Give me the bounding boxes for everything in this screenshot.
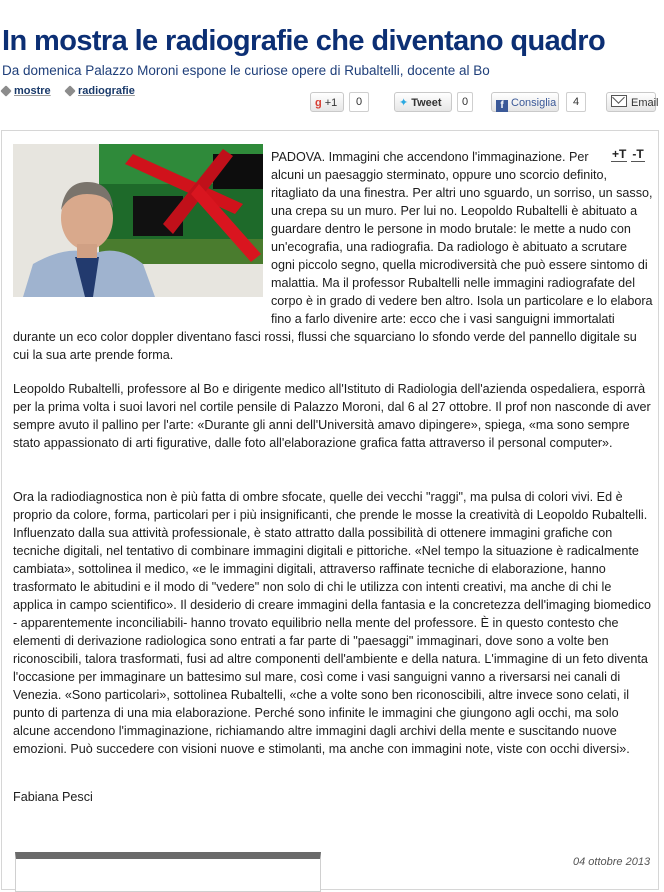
envelope-icon [611,95,627,107]
paragraph-text: Leopoldo Rubaltelli, professore al Bo e dirigente medico all'Istituto di Radiologia dell'azienda ospedaliera, esporrà per la prima volta i suoi lavori nel cortile pensile di Palazzo Moroni, dal 6 al 27 ottobre. Il prof non nasconde di aver sempre avuto il pallino per l'arte: «Durante gli anni dell'Università amavo dipingere», spiega, «ma sono sempre stato appassionato di arti figurative, dalle foto all'elaborazione grafica fatta attraverso il personal computer». [13,382,651,450]
article-subtitle: Da domenica Palazzo Moroni espone le curiose opere di Rubaltelli, docente al Bo [2,63,490,78]
article-body [1,130,659,890]
increase-font-button[interactable]: +T [612,147,627,161]
tag-link-radiografie[interactable]: radiografie [66,85,135,97]
paragraph-first [13,148,653,364]
email-button[interactable]: Email [606,92,656,112]
facebook-recommend-button[interactable]: f Consiglia [491,92,559,112]
facebook-count: 4 [566,92,586,112]
social-share-bar [0,92,664,114]
tweet-button[interactable]: ✦ Tweet [394,92,452,112]
twitter-bird-icon: ✦ [399,97,409,109]
paragraph-text: Ora la radiodiagnostica non è più fatta di ombre sfocate, quelle dei vecchi "raggi", ma pulsa di colori vivi. Ed è proprio da colore, forma, particolari per i più insignificanti, che prende le mosse la creatività di Leopoldo Rubaltelli. Influenzato dalla sua attività professionale, è stato attratto dalla possibilità di ottenere immagini grafiche con tecniche digitali, nel tentativo di combinare immagini digitali e pittoriche. «Nel tempo la situazione è radicalmente cambiata», sottolinea il medico, «e le immagini digitali, attraverso raffinate tecniche di elaborazione, hanno trasformato le abitudini e il modo di "vedere" non solo di chi le utilizza con intenti creativi, ma anche di chi le applica in campo scientifico». Il desiderio di creare immagini della fantasia e la concretezza dell'imaging biomedico - apparentemente inconciliabili- hanno trovato equilibrio nella mente del professore. È in questo contesto che elementi di derivazione radiologica sono entrati a far parte di "paesaggi" immaginari, dove sono a volte ben riconoscibili, talora trasformati, fusi ad altre componenti dell'ambiente e della natura. L'immagine di un feto diventa l'occasione per immaginare un battesimo sul mare, così come i vasi sanguigni vanno a riversarsi nei canali di Venezia. «Sono particolari», sottolinea Rubaltelli, «che a volte sono ben riconoscibili, altre invece sono celati, il punto di partenza di una mia elaborazione. Perché sono infinite le immagini che giungono agli occhi, ma solo alcune accendono l'immaginazione, richiamando altre immagini dagli archivi della mente e suscitando nuove emozioni. Può succedere con visioni nuove e stimolanti, ma anche con immagini note, viste con occhi diversi». [13,490,652,756]
related-box [15,852,321,892]
article-author: Fabiana Pesci [13,790,93,804]
gplus-count: 0 [349,92,369,112]
article-title: In mostra le radiografie che diventano quadro [2,25,606,57]
tweet-count: 0 [457,92,473,112]
paragraph-third [13,488,653,758]
tag-link-mostre[interactable]: mostre [2,85,51,97]
article-date: 04 ottobre 2013 [573,856,651,868]
facebook-icon: f [496,100,508,112]
paragraph-second [13,380,653,452]
paragraph-text: PADOVA. Immagini che accendono l'immaginazione. Per alcuni un paesaggio sterminato, oppure uno scorcio definito, ritagliato da una finestra. Per altri uno sguardo, un sorriso, un sasso, una crepa su un muro. Per lui no. Leopoldo Rubaltelli è abituato a guardare dentro le persone in modo brutale: le mette a nudo con un'ecografia, una radiografia. Da radiologo è abituato a scrutare ogni piccolo segno, quella microdiversità che può essere sintomo di malattia. Ma il professor Rubaltelli nelle immagini radiografate del corpo è in grado di vedere ben altro. Isola un particolare e lo elabora fino a farlo divenire arte: ecco che i vasi sanguigni immortalati durante un eco color doppler diventano fasci rossi, flussi che squarciano lo sfondo verde del pannello digitale su cui la sua arte prende forma. [13,150,653,362]
gplus-button[interactable]: g +1 [310,92,344,112]
decrease-font-button[interactable]: -T [632,147,644,161]
g-plus-icon: g [315,97,322,109]
